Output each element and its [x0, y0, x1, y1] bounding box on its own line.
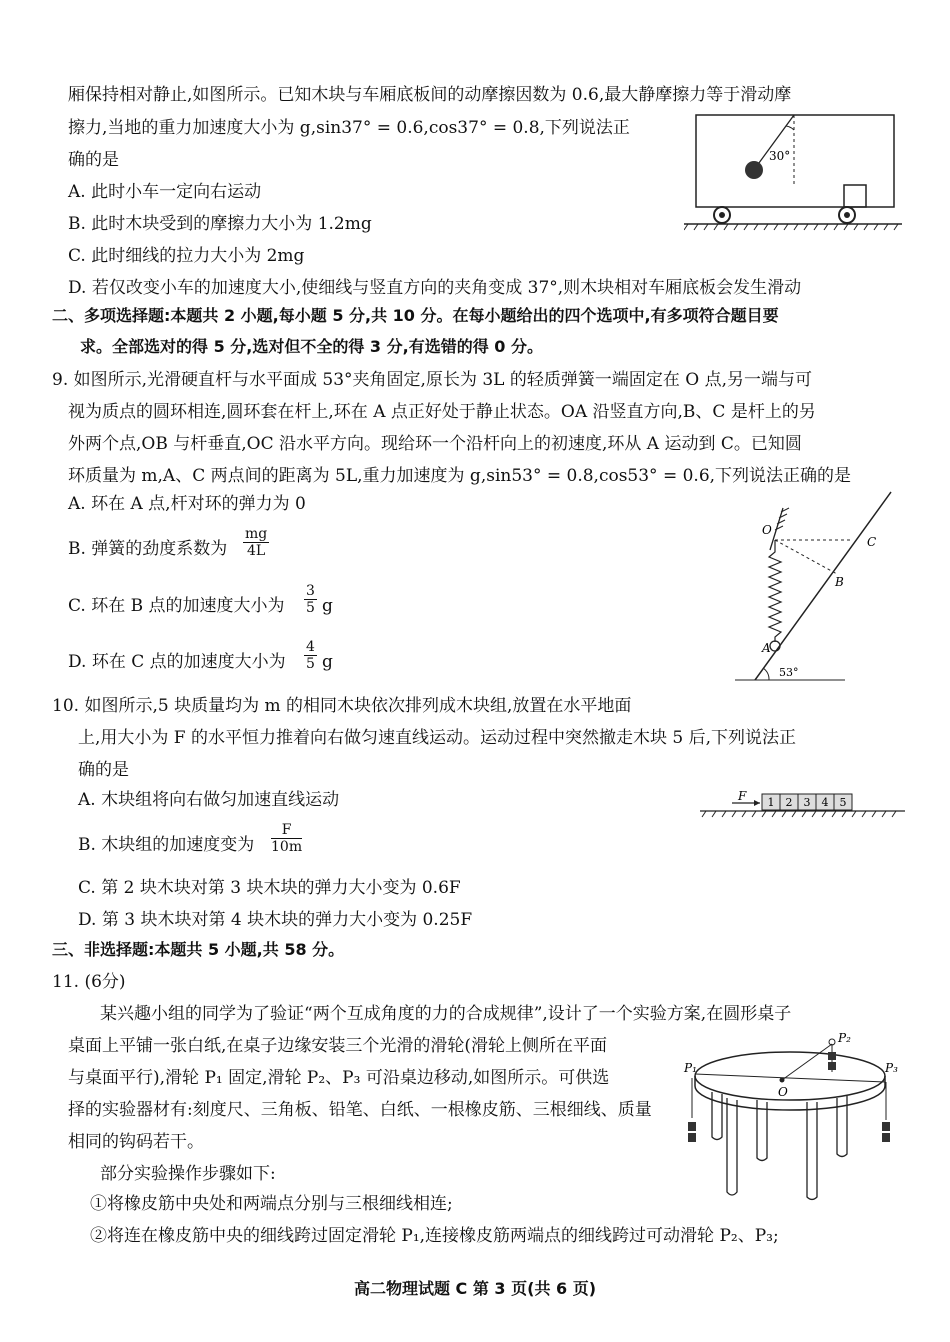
q9-option-b: B. 弹簧的劲度系数为 [68, 539, 228, 559]
block-3: 3 [803, 796, 811, 809]
page-footer: 高二物理试题 C 第 3 页(共 6 页) [353, 1279, 597, 1298]
point-b-label: B [835, 575, 844, 589]
q9-stem-line2: 视为质点的圆环相连,圆环套在杆上,环在 A 点正好处于静止状态。OA 沿竖直方向,B、C 是杆上的另 [68, 402, 816, 422]
q10-stem-line2: 上,用大小为 F 的水平恒力推着向右做匀速直线运动。运动过程中突然撤走木块 5 后,下列说法正 [78, 728, 797, 748]
section2-heading: 二、多项选择题:本题共 2 小题,每小题 5 分,共 10 分。在每小题给出的四个选项中,有多项符合题目要 [52, 306, 779, 325]
q9-option-c-fraction: $\frac{3}{5}$ [306, 583, 315, 616]
q8-stem-line2: 擦力,当地的重力加速度大小为 g,sin37° = 0.6,cos37° = 0.8,下列说法正 [68, 118, 630, 138]
force-label: F [738, 789, 747, 803]
q11-para-line4: 择的实验器材有:刻度尺、三角板、铅笔、白纸、一根橡皮筋、三根细线、质量 [68, 1100, 652, 1120]
q9-stem-line1: 9. 如图所示,光滑硬直杆与水平面成 53°夹角固定,原长为 3L 的轻质弹簧一端固定在 O 点,另一端与可 [52, 370, 813, 390]
q9-option-b-fraction: $\frac{mg}{4L}$ [245, 526, 268, 559]
q9-stem-line4: 环质量为 m,A、C 两点间的距离为 5L,重力加速度为 g,sin53° = 0.8,cos53° = 0.6,下列说法正确的是 [68, 466, 852, 486]
q9-option-c: C. 环在 B 点的加速度大小为 [68, 596, 285, 616]
q10-stem-line1: 10. 如图所示,5 块质量均为 m 的相同木块依次排列成木块组,放置在水平地面 [52, 696, 632, 716]
q8-option-b: B. 此时木块受到的摩擦力大小为 1.2mg [68, 214, 372, 234]
block-1: 1 [767, 796, 775, 809]
q8-option-d: D. 若仅改变小车的加速度大小,使细线与竖直方向的夹角变成 37°,则木块相对车厢底板会发生滑动 [68, 278, 802, 298]
q9-option-d-fraction: $\frac{4}{5}$ [306, 639, 315, 672]
q11-step2: ②将连在橡皮筋中央的细线跨过固定滑轮 P₁,连接橡皮筋两端点的细线跨过可动滑轮 P₂、P₃; [90, 1226, 779, 1246]
q10-option-c: C. 第 2 块木块对第 3 块木块的弹力大小变为 0.6F [78, 878, 461, 898]
q11-para-line1: 某兴趣小组的同学为了验证“两个互成角度的力的合成规律”,设计了一个实验方案,在圆形桌子 [100, 1004, 792, 1024]
point-c-label: C [867, 535, 877, 549]
q10-option-b: B. 木块组的加速度变为 [78, 835, 255, 855]
pulley-p1-label: P₁ [684, 1061, 697, 1075]
q11-para-line5: 相同的钩码若干。 [68, 1132, 204, 1152]
pulley-p2-label: P₂ [838, 1032, 851, 1045]
q9-option-d-tail: g [322, 652, 333, 672]
blocks-figure [700, 786, 905, 822]
q8-stem-line1: 厢保持相对静止,如图所示。已知木块与车厢底板间的动摩擦因数为 0.6,最大静摩擦力等于滑动摩 [68, 85, 792, 105]
q9-option-d: D. 环在 C 点的加速度大小为 [68, 652, 286, 672]
q8-stem-line3: 确的是 [68, 150, 119, 170]
q10-option-d: D. 第 3 块木块对第 4 块木块的弹力大小变为 0.25F [78, 910, 473, 930]
q9-option-c-tail: g [322, 596, 333, 616]
angle-label: 53° [779, 666, 799, 679]
q10-stem-line3: 确的是 [78, 760, 129, 780]
q11-para-line3: 与桌面平行),滑轮 P₁ 固定,滑轮 P₂、P₃ 可沿桌边移动,如图所示。可供选 [68, 1068, 610, 1088]
point-a-label: A [762, 641, 771, 655]
q8-option-c: C. 此时细线的拉力大小为 2mg [68, 246, 305, 266]
q11-steps-intro: 部分实验操作步骤如下: [100, 1164, 276, 1184]
q8-option-a: A. 此时小车一定向右运动 [68, 182, 262, 202]
q10-option-a: A. 木块组将向右做匀加速直线运动 [78, 790, 340, 810]
q11-para-line2: 桌面上平铺一张白纸,在桌子边缘安装三个光滑的滑轮(滑轮上侧所在平面 [68, 1036, 608, 1056]
round-table-figure [682, 1032, 904, 1204]
q9-option-a: A. 环在 A 点,杆对环的弹力为 0 [68, 494, 306, 514]
q10-option-b-fraction: $\frac{F}{10m}$ [271, 822, 303, 855]
rod-spring-figure [735, 490, 900, 690]
block-5: 5 [839, 796, 847, 809]
q11-step1: ①将橡皮筋中央处和两端点分别与三根细线相连; [90, 1194, 453, 1214]
block-4: 4 [821, 796, 829, 809]
block-2: 2 [785, 796, 793, 809]
cart-angle-label: 30° [769, 149, 791, 163]
q9-stem-line3: 外两个点,OB 与杆垂直,OC 沿水平方向。现给环一个沿杆向上的初速度,环从 A 运动到 C。已知圆 [68, 434, 802, 454]
point-o-label: O [778, 1085, 788, 1099]
pulley-p3-label: P₃ [885, 1061, 898, 1075]
cart-figure [684, 112, 904, 242]
point-o-label: O [762, 523, 772, 537]
section2-heading-cont: 求。全部选对的得 5 分,选对但不全的得 3 分,有选错的得 0 分。 [80, 337, 543, 356]
q11-heading: 11. (6分) [52, 972, 126, 992]
section3-heading: 三、非选择题:本题共 5 小题,共 58 分。 [52, 940, 345, 959]
